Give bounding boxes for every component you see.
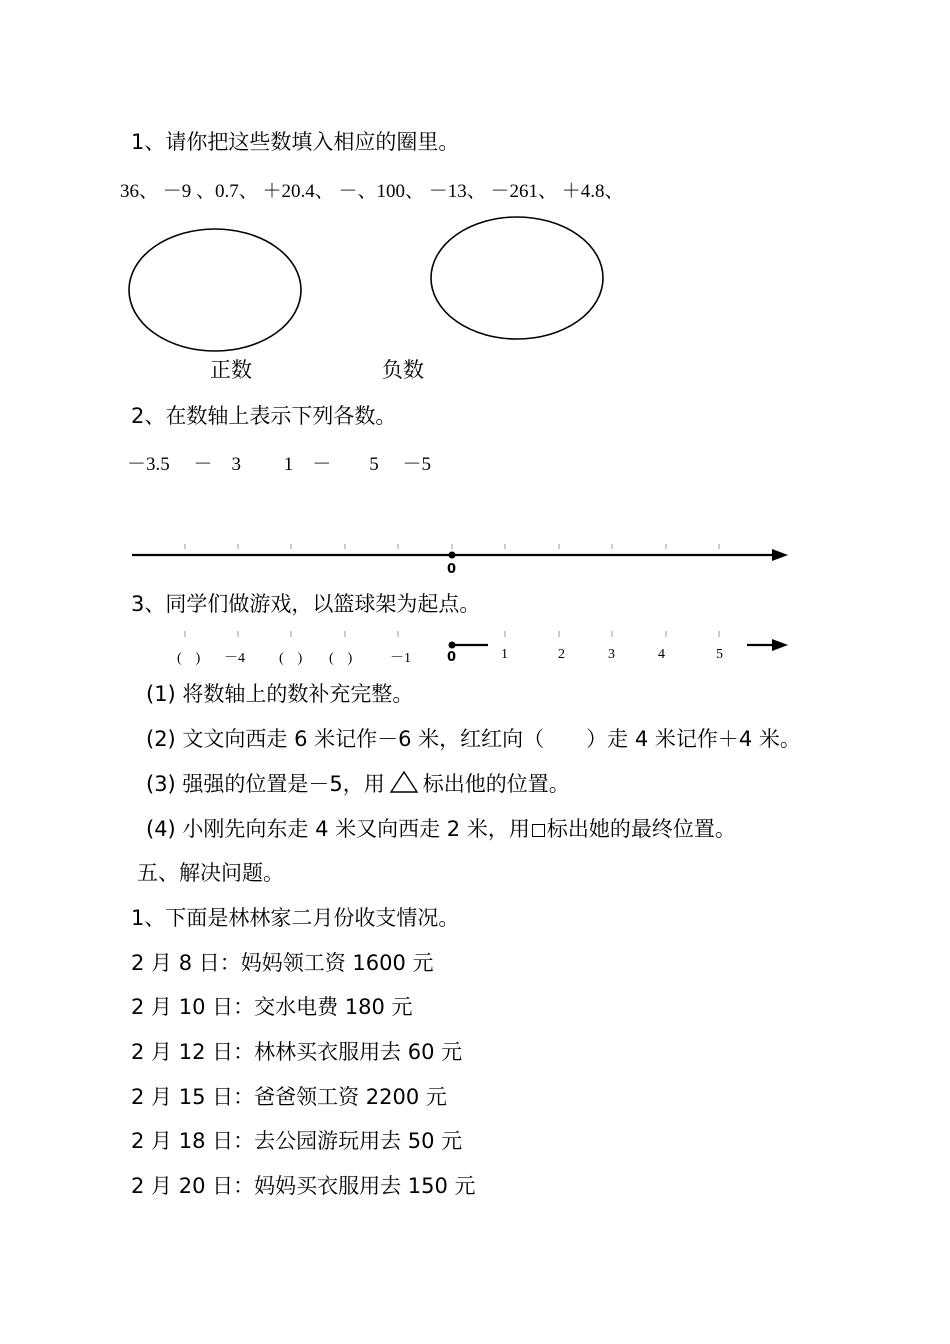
q3-sub4-text-b: 标出她的最终位置。 [546,817,736,841]
q3-sub4 [146,813,736,843]
q3-sub2: (2) 文文向西走 6 米记作－6 米，红红向（ ）走 4 米记作＋4 米。 [146,727,801,751]
q1-title: 1、请你把这些数填入相应的圈里。 [131,130,460,154]
axis-label-neg1: －1 [390,651,411,666]
record-4: 2 月 15 日：爸爸领工资 2200 元 [131,1085,447,1109]
axis-label-5: 5 [716,647,723,662]
axis-label-2: 2 [558,647,565,662]
q2-origin-label: 0 [447,562,457,577]
q3-sub1: (1) 将数轴上的数补充完整。 [146,682,414,706]
record-1: 2 月 8 日：妈妈领工资 1600 元 [131,951,434,975]
axis-blank-1[interactable]: ( ) [177,651,201,666]
q3-sub4-text-a: (4) 小刚先向东走 4 米又向西走 2 米，用 [146,817,530,841]
axis-label-1: 1 [501,647,508,662]
positive-circle[interactable] [129,229,301,351]
q3-sub3-text-a: (3) 强强的位置是－5，用 [146,772,385,796]
section5-q1-title: 1、下面是林林家二月份收支情况。 [131,906,460,930]
square-icon [532,824,545,837]
axis-blank-3[interactable]: ( ) [329,651,353,666]
triangle-icon [389,770,419,794]
q1-numbers: 36、 －9 、0.7、 ＋20.4、 －、100、 －13、 －261、 ＋4.8、 [120,181,624,202]
origin-dot [449,552,456,559]
record-5: 2 月 18 日：去公园游玩用去 50 元 [131,1129,463,1153]
negative-label: 负数 [382,358,424,382]
arrow-right-icon [772,639,788,651]
axis-label-3: 3 [608,647,615,662]
q2-title: 2、在数轴上表示下列各数。 [131,404,397,428]
section5-title: 五、解决问题。 [137,861,284,885]
positive-label: 正数 [210,358,252,382]
q3-title: 3、同学们做游戏，以篮球架为起点。 [131,592,481,616]
number-line-q3 [185,631,788,651]
axis-label-zero: 0 [447,650,457,665]
axis-label-neg4: －4 [224,651,245,666]
axis-label-4: 4 [658,647,665,662]
record-3: 2 月 12 日：林林买衣服用去 60 元 [131,1040,463,1064]
record-2: 2 月 10 日：交水电费 180 元 [131,995,413,1019]
q3-sub3 [146,768,570,798]
axis-blank-2[interactable]: ( ) [279,651,303,666]
number-line-q2 [132,544,788,561]
q2-numbers: －3.5 － 3 1 － 5 －5 [127,454,432,475]
q3-sub3-text-b: 标出他的位置。 [422,772,570,796]
arrow-right-icon [772,549,788,561]
record-6: 2 月 20 日：妈妈买衣服用去 150 元 [131,1174,476,1198]
negative-circle[interactable] [431,217,603,339]
